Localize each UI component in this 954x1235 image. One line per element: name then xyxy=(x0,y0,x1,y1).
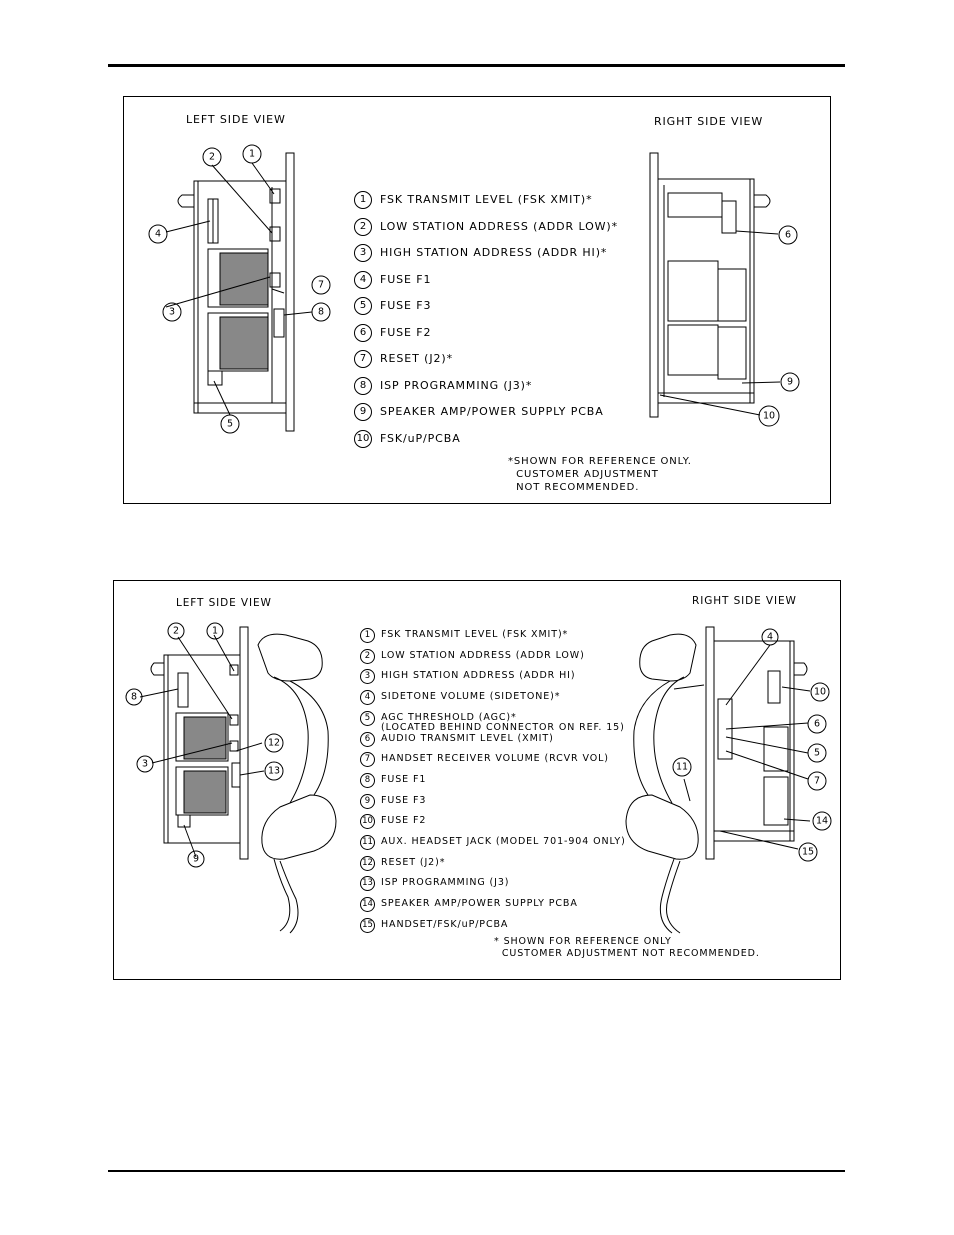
legend-text: HANDSET RECEIVER VOLUME (RCVR VOL) xyxy=(381,753,609,765)
callout-label: 6 xyxy=(784,229,792,241)
legend-number-circle: 6 xyxy=(360,732,375,747)
callout-label: 10 xyxy=(813,686,827,698)
legend-number-circle: 11 xyxy=(360,835,375,850)
diagram1-panel xyxy=(123,96,831,504)
legend-number-circle: 7 xyxy=(354,350,372,368)
legend-text: FUSE F1 xyxy=(380,272,432,286)
legend-number-circle: 3 xyxy=(360,669,375,684)
legend-text: FUSE F1 xyxy=(381,773,427,785)
diagram2-panel xyxy=(113,580,841,980)
legend-text: ISP PROGRAMMING (J3)* xyxy=(380,378,533,392)
header-rule xyxy=(108,64,845,67)
callout-label: 8 xyxy=(317,306,325,318)
legend-number-circle: 2 xyxy=(360,649,375,664)
callout-label: 5 xyxy=(813,747,821,759)
callout-label: 15 xyxy=(801,846,815,858)
legend-text: AGC THRESHOLD (AGC)* xyxy=(381,711,517,723)
legend-number-circle: 5 xyxy=(354,297,372,315)
legend-number-circle: 9 xyxy=(354,403,372,421)
legend-number-circle: 7 xyxy=(360,752,375,767)
callout-label: 5 xyxy=(226,418,234,430)
legend-text: FSK TRANSMIT LEVEL (FSK XMIT)* xyxy=(381,629,569,640)
legend-number-circle: 3 xyxy=(354,244,372,262)
legend-text-secondary: (LOCATED BEHIND CONNECTOR ON REF. 15) xyxy=(381,722,625,734)
callout-label: 3 xyxy=(168,306,176,318)
d2-right-callouts xyxy=(673,629,831,861)
legend-number-circle: 9 xyxy=(360,794,375,809)
legend-text: HANDSET/FSK/uP/PCBA xyxy=(381,918,509,930)
callout-label: 10 xyxy=(762,410,776,422)
legend-number-circle: 14 xyxy=(360,897,375,912)
legend-text: FUSE F3 xyxy=(381,794,427,806)
d1-left-view-title: LEFT SIDE VIEW xyxy=(186,113,286,126)
callout-label: 1 xyxy=(211,625,219,637)
legend-text: ISP PROGRAMMING (J3) xyxy=(381,877,510,889)
legend-number-circle: 4 xyxy=(360,690,375,705)
legend-text: RESET (J2)* xyxy=(380,352,453,365)
diagram1-drawing xyxy=(124,97,832,505)
d1-right-unit xyxy=(650,153,770,417)
legend-number-circle: 6 xyxy=(354,324,372,342)
legend-number-circle: 5 xyxy=(360,711,375,726)
legend-text: SPEAKER AMP/POWER SUPPLY PCBA xyxy=(380,405,604,418)
callout-label: 3 xyxy=(141,758,149,770)
callout-label: 13 xyxy=(267,765,281,777)
callout-label: 12 xyxy=(267,737,281,749)
d1-left-unit xyxy=(178,153,294,431)
callout-label: 9 xyxy=(786,376,794,388)
legend-number-circle: 10 xyxy=(360,814,375,829)
callout-label: 4 xyxy=(154,228,162,240)
d1-right-callouts xyxy=(759,226,799,426)
legend-number-circle: 13 xyxy=(360,876,375,891)
legend-number-circle: 12 xyxy=(360,856,375,871)
callout-label: 2 xyxy=(172,625,180,637)
legend-text: FUSE F3 xyxy=(380,299,432,312)
legend-text: SIDETONE VOLUME (SIDETONE)* xyxy=(381,691,561,703)
legend-number-circle: 8 xyxy=(354,377,372,395)
d2-right-unit xyxy=(626,627,807,933)
legend-text: RESET (J2)* xyxy=(381,856,446,868)
d2-right-view-title: RIGHT SIDE VIEW xyxy=(692,595,797,607)
legend-text: HIGH STATION ADDRESS (ADDR HI) xyxy=(381,670,576,682)
d1-right-view-title: RIGHT SIDE VIEW xyxy=(654,115,764,128)
legend-number-circle: 10 xyxy=(354,430,372,448)
d2-reference-note: * SHOWN FOR REFERENCE ONLY CUSTOMER ADJUSTMENT NOT RECOMMENDED. xyxy=(494,936,760,959)
callout-label: 14 xyxy=(815,815,829,827)
callout-label: 11 xyxy=(675,761,689,773)
legend-text: SPEAKER AMP/POWER SUPPLY PCBA xyxy=(381,898,578,910)
legend-text: FSK TRANSMIT LEVEL (FSK XMIT)* xyxy=(380,193,593,206)
legend-text: LOW STATION ADDRESS (ADDR LOW) xyxy=(381,649,585,661)
legend-number-circle: 1 xyxy=(360,628,375,643)
legend-text: FSK/uP/PCBA xyxy=(380,431,461,445)
legend-text: LOW STATION ADDRESS (ADDR LOW)* xyxy=(380,219,619,233)
callout-label: 9 xyxy=(192,853,200,865)
legend-number-circle: 1 xyxy=(354,191,372,209)
legend-number-circle: 2 xyxy=(354,218,372,236)
legend-text: FUSE F2 xyxy=(381,815,427,827)
callout-label: 7 xyxy=(813,775,821,787)
d2-left-unit xyxy=(151,627,336,933)
legend-number-circle: 4 xyxy=(354,271,372,289)
footer-rule xyxy=(108,1170,845,1172)
legend-number-circle: 15 xyxy=(360,918,375,933)
legend-text: HIGH STATION ADDRESS (ADDR HI)* xyxy=(380,246,608,259)
d2-right-leaders xyxy=(684,645,810,849)
d2-left-view-title: LEFT SIDE VIEW xyxy=(176,597,272,609)
legend-number-circle: 8 xyxy=(360,773,375,788)
callout-label: 6 xyxy=(813,718,821,730)
callout-label: 2 xyxy=(208,151,216,163)
callout-label: 7 xyxy=(317,279,325,291)
d1-right-leaders xyxy=(660,231,780,415)
legend-text: FUSE F2 xyxy=(380,325,432,339)
d1-reference-note: *SHOWN FOR REFERENCE ONLY. CUSTOMER ADJUSTMENT NOT RECOMMENDED. xyxy=(508,456,692,493)
callout-label: 8 xyxy=(130,691,138,703)
legend-text: AUDIO TRANSMIT LEVEL (XMIT) xyxy=(381,732,554,744)
d1-right-callout-labels xyxy=(763,230,793,422)
d2-right-callout-labels xyxy=(676,632,828,858)
callout-label: 1 xyxy=(248,148,256,160)
legend-text: AUX. HEADSET JACK (MODEL 701-904 ONLY) xyxy=(381,836,626,847)
callout-label: 4 xyxy=(766,631,774,643)
